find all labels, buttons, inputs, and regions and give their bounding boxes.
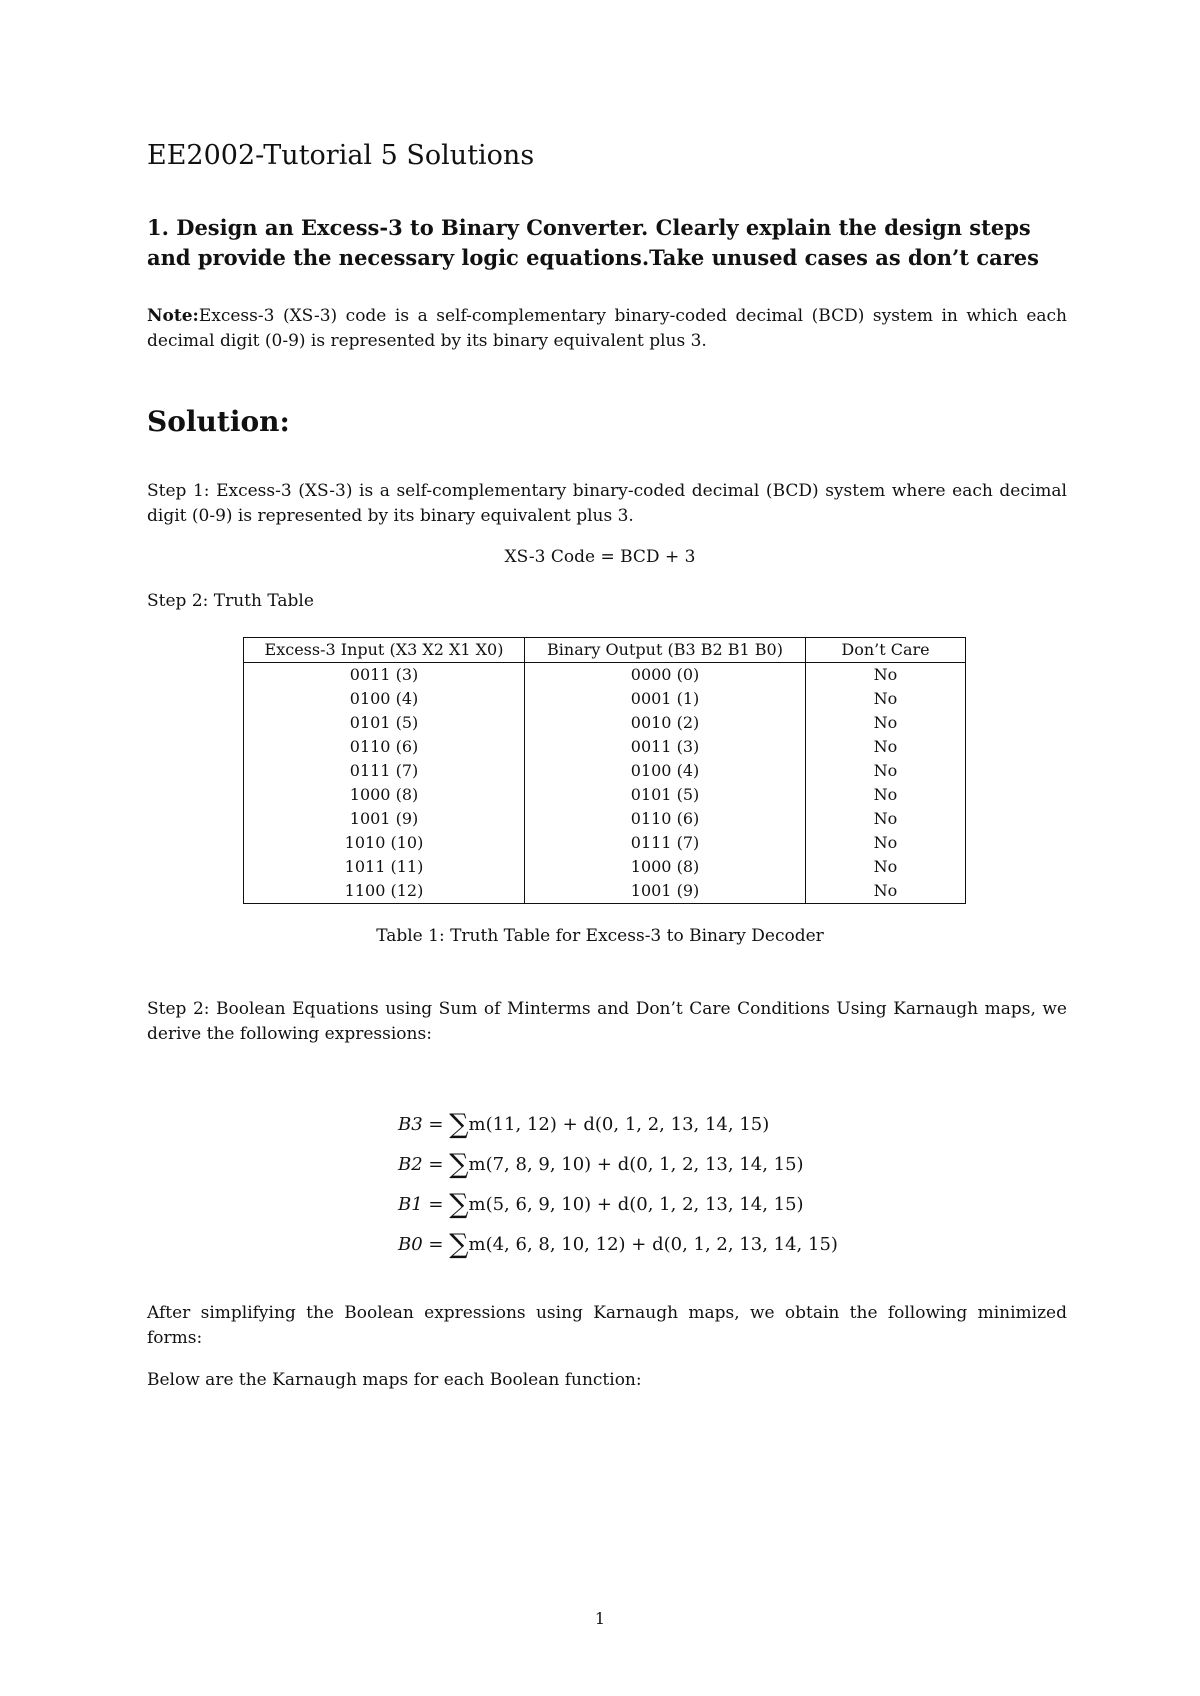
- input-cell: 1100 (12): [244, 879, 525, 904]
- table-row: [244, 687, 966, 711]
- input-cell: 1000 (8): [244, 783, 525, 807]
- input-cell: 0100 (4): [244, 687, 525, 711]
- output-cell: 0010 (2): [525, 711, 806, 735]
- input-cell: 0011 (3): [244, 663, 525, 688]
- truth-table: [243, 637, 966, 904]
- table-header-row: [244, 638, 966, 663]
- equation-rhs: m(5, 6, 9, 10) + d(0, 1, 2, 13, 14, 15): [468, 1194, 804, 1215]
- table-row: [244, 783, 966, 807]
- header-excess3-input: Excess-3 Input (X3 X2 X1 X0): [244, 638, 525, 663]
- xs3-formula: XS-3 Code = BCD + 3: [504, 547, 696, 567]
- dont-care-cell: No: [806, 855, 966, 879]
- note-paragraph: [147, 304, 1067, 354]
- equation-rhs: m(11, 12) + d(0, 1, 2, 13, 14, 15): [468, 1114, 770, 1135]
- dont-care-cell: No: [806, 735, 966, 759]
- input-cell: 1010 (10): [244, 831, 525, 855]
- note-text: Excess-3 (XS-3) code is a self-complementary binary-coded decimal (BCD) system in which each decimal digit (0-9) is represented by its binary equivalent plus 3.: [147, 306, 1067, 351]
- equation-b3: B3 = ∑m(11, 12) + d(0, 1, 2, 13, 14, 15): [398, 1109, 770, 1140]
- table-row: [244, 663, 966, 688]
- input-cell: 0111 (7): [244, 759, 525, 783]
- dont-care-cell: No: [806, 759, 966, 783]
- equation-rhs: m(7, 8, 9, 10) + d(0, 1, 2, 13, 14, 15): [468, 1154, 804, 1175]
- output-cell: 0101 (5): [525, 783, 806, 807]
- dont-care-cell: No: [806, 711, 966, 735]
- header-binary-output: Binary Output (B3 B2 B1 B0): [525, 638, 806, 663]
- header-dont-care: Don’t Care: [806, 638, 966, 663]
- dont-care-cell: No: [806, 663, 966, 688]
- equation-lhs: B3: [398, 1114, 423, 1135]
- step2-truth-table-label: Step 2: Truth Table: [147, 591, 314, 611]
- equation-b2: B2 = ∑m(7, 8, 9, 10) + d(0, 1, 2, 13, 14, 15): [398, 1149, 804, 1180]
- table-row: [244, 879, 966, 904]
- dont-care-cell: No: [806, 831, 966, 855]
- dont-care-cell: No: [806, 879, 966, 904]
- sum-symbol: ∑: [449, 1189, 469, 1220]
- table-row: [244, 735, 966, 759]
- step2-boolean-paragraph: Step 2: Boolean Equations using Sum of Minterms and Don’t Care Conditions Using Karnaugh maps, we derive the following expressions:: [147, 999, 1067, 1044]
- input-cell: 1011 (11): [244, 855, 525, 879]
- equation-rhs: m(4, 6, 8, 10, 12) + d(0, 1, 2, 13, 14, 15): [468, 1234, 838, 1255]
- step1-paragraph: Step 1: Excess-3 (XS-3) is a self-complementary binary-coded decimal (BCD) system where each decimal digit (0-9) is represented by its binary equivalent plus 3.: [147, 481, 1067, 526]
- dont-care-cell: No: [806, 687, 966, 711]
- table-row: [244, 831, 966, 855]
- equations-block: [398, 1105, 838, 1265]
- input-cell: 1001 (9): [244, 807, 525, 831]
- dont-care-cell: No: [806, 783, 966, 807]
- output-cell: 1000 (8): [525, 855, 806, 879]
- output-cell: 0111 (7): [525, 831, 806, 855]
- question-text: 1. Design an Excess-3 to Binary Converter. Clearly explain the design steps and provide the necessary logic equations.Take unused cases as don’t cares: [147, 215, 1039, 270]
- after-simplifying-paragraph: After simplifying the Boolean expressions using Karnaugh maps, we obtain the following minimized forms:: [147, 1303, 1067, 1348]
- table-row: [244, 759, 966, 783]
- dont-care-cell: No: [806, 807, 966, 831]
- karnaugh-intro-paragraph: Below are the Karnaugh maps for each Boolean function:: [147, 1370, 642, 1390]
- equation-lhs: B1: [398, 1194, 423, 1215]
- table-caption: Table 1: Truth Table for Excess-3 to Binary Decoder: [376, 926, 824, 946]
- output-cell: 0001 (1): [525, 687, 806, 711]
- output-cell: 0110 (6): [525, 807, 806, 831]
- equation-b0: B0 = ∑m(4, 6, 8, 10, 12) + d(0, 1, 2, 13, 14, 15): [398, 1229, 838, 1260]
- sum-symbol: ∑: [449, 1109, 469, 1140]
- page-number: 1: [594, 1609, 606, 1628]
- equation-lhs: B2: [398, 1154, 423, 1175]
- input-cell: 0101 (5): [244, 711, 525, 735]
- table-row: [244, 807, 966, 831]
- output-cell: 0100 (4): [525, 759, 806, 783]
- output-cell: 1001 (9): [525, 879, 806, 904]
- output-cell: 0011 (3): [525, 735, 806, 759]
- equation-b1: B1 = ∑m(5, 6, 9, 10) + d(0, 1, 2, 13, 14, 15): [398, 1189, 804, 1220]
- equation-lhs: B0: [398, 1234, 423, 1255]
- note-label: Note:: [147, 306, 199, 326]
- solution-heading: Solution:: [147, 405, 290, 438]
- input-cell: 0110 (6): [244, 735, 525, 759]
- table-row: [244, 855, 966, 879]
- table-row: [244, 711, 966, 735]
- sum-symbol: ∑: [449, 1149, 469, 1180]
- output-cell: 0000 (0): [525, 663, 806, 688]
- page-title: EE2002-Tutorial 5 Solutions: [147, 140, 535, 171]
- sum-symbol: ∑: [449, 1229, 469, 1260]
